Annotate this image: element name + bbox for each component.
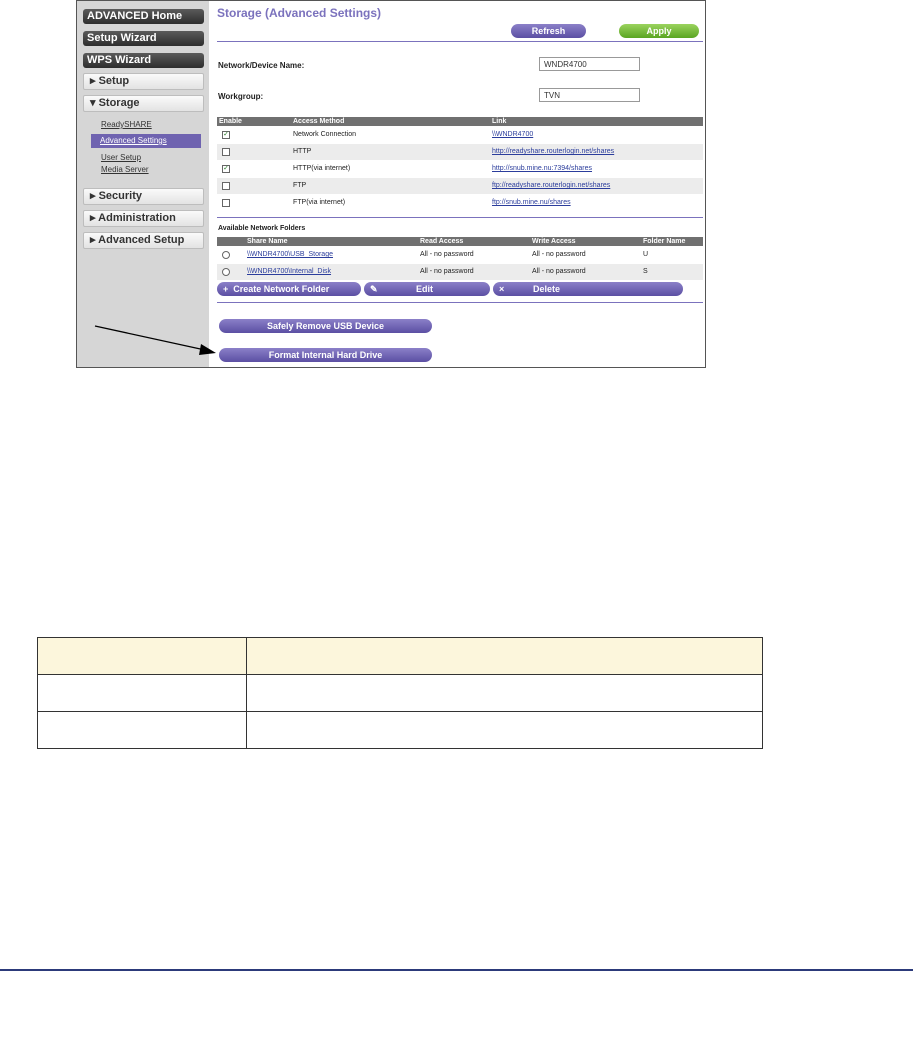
access-method: HTTP xyxy=(293,148,312,155)
access-link[interactable]: http://snub.mine.nu:7394/shares xyxy=(492,165,593,172)
enable-checkbox[interactable]: ✓ xyxy=(223,165,229,172)
safely-remove-usb-button[interactable]: Safely Remove USB Device xyxy=(219,319,432,333)
col-enable: Enable xyxy=(219,118,242,125)
access-link[interactable]: ftp://readyshare.routerlogin.net/shares xyxy=(492,182,611,189)
col-link: Link xyxy=(492,118,507,125)
callout-arrow xyxy=(77,1,706,368)
write-access: All - no password xyxy=(532,268,586,275)
link-media-server[interactable]: Media Server xyxy=(101,165,149,174)
access-method: Network Connection xyxy=(293,131,357,138)
table-cell xyxy=(38,675,247,712)
table-cell xyxy=(247,675,763,712)
table-header-row xyxy=(38,638,763,675)
read-access: All - no password xyxy=(420,251,474,258)
table-row xyxy=(38,675,763,712)
access-method: FTP(via internet) xyxy=(293,199,346,206)
table-cell xyxy=(247,638,763,675)
table-cell xyxy=(38,712,247,749)
folder-name: U xyxy=(643,251,649,258)
read-access: All - no password xyxy=(420,268,474,275)
format-internal-drive-button[interactable]: Format Internal Hard Drive xyxy=(219,348,432,362)
table-cell xyxy=(38,638,247,675)
workgroup-field[interactable]: TVN xyxy=(539,88,640,102)
col-read-access: Read Access xyxy=(420,238,464,245)
plus-icon: + xyxy=(223,284,229,294)
router-screenshot xyxy=(76,0,706,368)
setup-wizard-button[interactable]: Setup Wizard xyxy=(83,31,204,46)
nav-setup[interactable]: ▸ Setup xyxy=(83,73,204,90)
access-method: HTTP(via internet) xyxy=(293,165,351,172)
nav-security[interactable]: ▸ Security xyxy=(83,188,204,205)
workgroup-label: Workgroup: xyxy=(218,92,264,101)
nav-storage[interactable]: ▾ Storage xyxy=(83,95,204,112)
delete-label: Delete xyxy=(533,284,561,294)
col-access-method: Access Method xyxy=(293,118,345,125)
apply-button[interactable]: Apply xyxy=(619,24,699,38)
link-advanced-settings[interactable]: Advanced Settings xyxy=(91,134,201,148)
col-write-access: Write Access xyxy=(532,238,576,245)
folder-name: S xyxy=(643,268,648,275)
nav-administration[interactable]: ▸ Administration xyxy=(83,210,204,227)
link-user-setup[interactable]: User Setup xyxy=(101,153,142,162)
write-access: All - no password xyxy=(532,251,586,258)
access-link[interactable]: http://readyshare.routerlogin.net/shares xyxy=(492,148,615,155)
access-link[interactable]: \\WNDR4700 xyxy=(492,131,534,138)
share-name-link[interactable]: \\WNDR4700\USB_Storage xyxy=(247,251,333,258)
table-row xyxy=(38,712,763,749)
page-title: Storage (Advanced Settings) xyxy=(217,6,382,20)
blank-description-table xyxy=(37,637,763,749)
folders-label: Available Network Folders xyxy=(218,225,306,232)
refresh-button[interactable]: Refresh xyxy=(511,24,586,38)
advanced-home-button[interactable]: ADVANCED Home xyxy=(83,9,204,24)
create-folder-label: Create Network Folder xyxy=(233,284,330,294)
pencil-icon: ✎ xyxy=(370,284,378,294)
wps-wizard-button[interactable]: WPS Wizard xyxy=(83,53,204,68)
access-method: FTP xyxy=(293,182,307,189)
link-ready-share[interactable]: ReadySHARE xyxy=(101,120,152,129)
network-name-label: Network/Device Name: xyxy=(218,61,305,70)
nav-advanced-setup[interactable]: ▸ Advanced Setup xyxy=(83,232,204,249)
table-cell xyxy=(247,712,763,749)
network-name-field[interactable]: WNDR4700 xyxy=(539,57,640,71)
access-link[interactable]: ftp://snub.mine.nu/shares xyxy=(492,199,571,206)
col-share-name: Share Name xyxy=(247,238,288,245)
edit-label: Edit xyxy=(416,284,433,294)
share-name-link[interactable]: \\WNDR4700\Internal_Disk xyxy=(247,268,332,275)
footer-rule xyxy=(0,969,913,971)
col-folder-name: Folder Name xyxy=(643,238,686,245)
close-icon: × xyxy=(499,284,505,294)
enable-checkbox[interactable]: ✓ xyxy=(223,131,229,138)
